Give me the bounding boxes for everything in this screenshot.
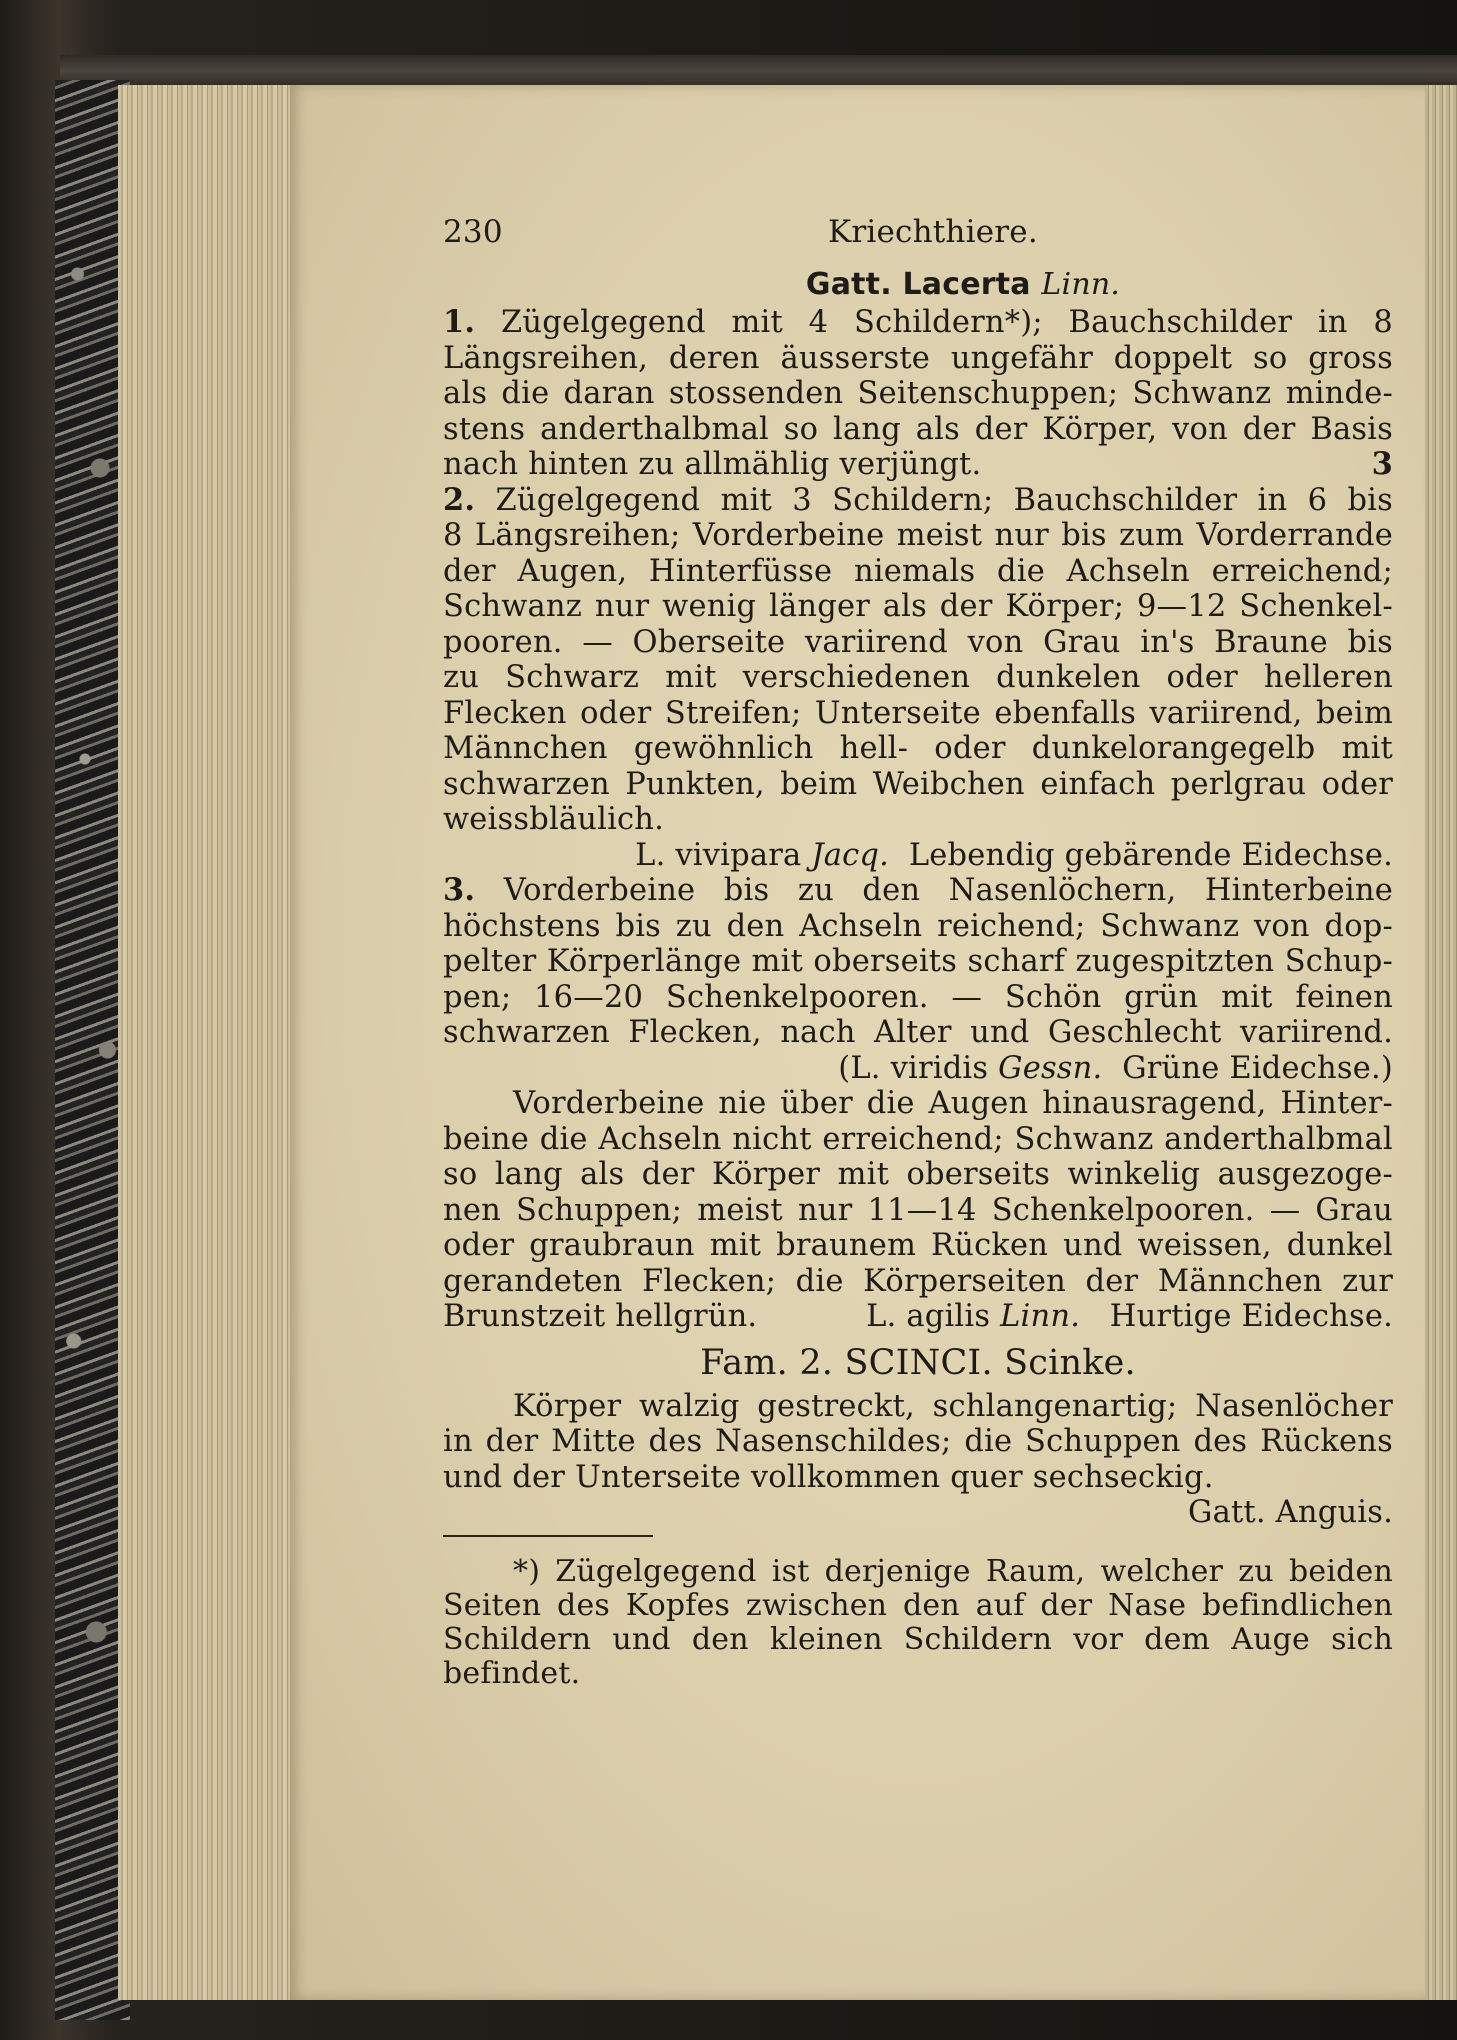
couplet-3-alt-line: gerandeten Flecken; die Körperseiten der Männchen zur	[443, 1263, 1393, 1299]
couplet-2-line: 8 Längsreihen; Vorderbeine meist nur bis zum Vorderrande	[443, 518, 1393, 553]
genus-heading	[533, 265, 1393, 305]
text-line: nach hinten zu allmählig verjüngt.	[443, 447, 982, 482]
couplet-2-line: Männchen gewöhnlich hell- oder dunkelorangegelb mit	[443, 731, 1393, 766]
family-line: und der Unterseite vollkommen quer sechseckig.	[443, 1459, 1214, 1495]
couplet-3-line: pelter Körperlänge mit oberseits scharf zugespitzten Schup-	[443, 944, 1393, 979]
page-stack-left	[118, 85, 295, 2000]
footnote-line: Seiten des Kopfes zwischen den auf der Nase befindlichen	[443, 1587, 1393, 1623]
page-text	[443, 215, 1393, 1691]
couplet-number: 3.	[443, 872, 476, 908]
page-header	[443, 215, 1393, 265]
couplet-1	[443, 305, 1393, 483]
family-description	[443, 1389, 1393, 1531]
couplet-3	[443, 873, 1393, 1086]
genus-label: Gatt. Lacerta	[805, 267, 1031, 302]
couplet-3-alt	[443, 1086, 1393, 1335]
footnote-rule	[443, 1535, 653, 1537]
couplet-number: 1.	[443, 304, 476, 340]
species-line	[443, 1051, 1393, 1087]
couplet-1-line: Längsreihen, deren äusserste ungefähr doppelt so gross	[443, 340, 1393, 376]
couplet-3-line: schwarzen Flecken, nach Alter und Geschlecht variirend.	[443, 1015, 1393, 1050]
species-author: Jacq.	[811, 837, 890, 873]
couplet-2-line: schwarzen Punkten, beim Weibchen einfach perlgrau oder	[443, 766, 1393, 802]
couplet-1-line: stens anderthalbmal so lang als der Körper, von der Basis	[443, 411, 1393, 447]
common-name: Hurtige Eidechse.	[1109, 1299, 1393, 1334]
text-line: Brunstzeit hellgrün.	[443, 1299, 758, 1334]
couplet-1-last-line	[443, 447, 1393, 483]
species-author: Gessn.	[998, 1050, 1103, 1086]
page-number: 230	[443, 214, 503, 250]
species-name: L. agilis	[866, 1299, 991, 1334]
footnote	[443, 1555, 1393, 1691]
next-genus: Gatt. Anguis.	[1188, 1495, 1393, 1530]
couplet-3-line: höchstens bis zu den Achseln reichend; Schwanz von dop-	[443, 908, 1393, 944]
text-line: Zügelgegend mit 3 Schildern; Bauchschilder in 6 bis	[495, 482, 1393, 518]
common-name: Grüne Eidechse.)	[1122, 1050, 1393, 1086]
species-name: (L. viridis	[838, 1050, 989, 1086]
couplet-number: 2.	[443, 481, 476, 518]
page-stack-right	[1425, 85, 1457, 2000]
couplet-3-alt-line: oder graubraun mit braunem Rücken und weissen, dunkel	[443, 1228, 1393, 1263]
text-line: Vorderbeine bis zu den Nasenlöchern, Hinterbeine	[503, 873, 1393, 908]
family-line: in der Mitte des Nasenschildes; die Schuppen des Rückens	[443, 1424, 1393, 1459]
couplet-2-line: der Augen, Hinterfüsse niemals die Achseln erreichend;	[443, 553, 1393, 589]
couplet-3-line: pen; 16—20 Schenkelpooren. — Schön grün mit feinen	[443, 979, 1393, 1015]
footnote-line: befindet.	[443, 1655, 581, 1691]
couplet-2-line: pooren. — Oberseite variirend von Grau in's Braune bis	[443, 624, 1393, 660]
footnote-line: *) Zügelgegend ist derjenige Raum, welcher zu beiden	[513, 1553, 1393, 1589]
couplet-2-line	[443, 483, 1393, 519]
couplet-2-line: Flecken oder Streifen; Unterseite ebenfalls variirend, beim	[443, 695, 1393, 731]
footnote-line: Schildern und den kleinen Schildern vor dem Auge sich	[443, 1621, 1393, 1657]
text-line: Zügelgegend mit 4 Schildern*); Bauchschilder in 8	[501, 305, 1393, 340]
common-name: Lebendig gebärende Eidechse.	[908, 837, 1393, 873]
couplet-3-alt-line: nen Schuppen; meist nur 11—14 Schenkelpooren. — Grau	[443, 1192, 1393, 1228]
running-title: Kriechthiere.	[828, 214, 1038, 250]
couplet-3-line	[443, 873, 1393, 909]
species-name: L. vivipara	[635, 837, 802, 873]
species-line	[866, 1299, 1393, 1335]
couplet-1-line	[443, 305, 1393, 341]
couplet-2-line: Schwanz nur wenig länger als der Körper; 9—12 Schenkel-	[443, 589, 1393, 624]
couplet-3-alt-last-line	[443, 1299, 1393, 1335]
couplet-3-alt-line: beine die Achseln nicht erreichend; Schwanz anderthalbmal	[443, 1121, 1393, 1157]
family-line: Körper walzig gestreckt, schlangenartig; Nasenlöcher	[513, 1388, 1393, 1424]
couplet-2	[443, 483, 1393, 874]
couplet-1-line: als die daran stossenden Seitenschuppen; Schwanz minde-	[443, 376, 1393, 411]
couplet-3-alt-line: so lang als der Körper mit oberseits winkelig ausgezoge-	[443, 1157, 1393, 1192]
couplet-2-line: zu Schwarz mit verschiedenen dunkelen oder helleren	[443, 660, 1393, 695]
genus-author: Linn.	[1041, 267, 1121, 302]
family-heading: Fam. 2. SCINCI. Scinke.	[700, 1342, 1136, 1383]
species-author: Linn.	[1000, 1299, 1081, 1334]
couplet-3-alt-line: Vorderbeine nie über die Augen hinausragend, Hinter-	[513, 1086, 1393, 1121]
couplet-2-line: weissbläulich.	[443, 802, 665, 837]
species-line	[443, 838, 1393, 874]
goto-number: 3	[1371, 446, 1393, 482]
